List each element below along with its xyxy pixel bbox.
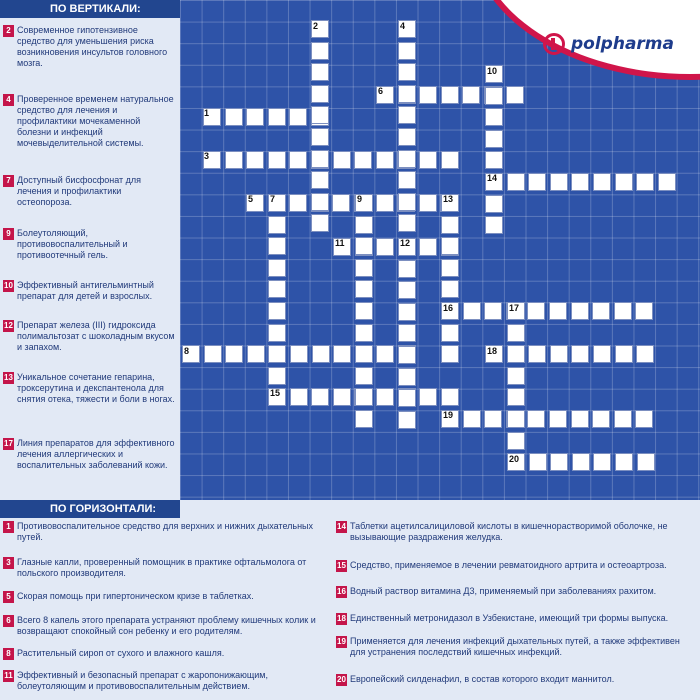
grid-number-15: 15 <box>270 388 281 398</box>
crossword-cell[interactable] <box>290 345 308 363</box>
crossword-cell[interactable] <box>528 345 546 363</box>
crossword-cell[interactable] <box>484 410 502 428</box>
crossword-cell[interactable] <box>398 150 416 168</box>
crossword-cell[interactable] <box>225 345 243 363</box>
brand-name: polpharma <box>571 34 674 54</box>
grid-number-7: 7 <box>270 194 276 204</box>
crossword-cell[interactable] <box>637 453 655 471</box>
crossword-cell[interactable] <box>311 388 329 406</box>
crossword-cell[interactable] <box>355 324 373 342</box>
crossword-cell[interactable] <box>549 302 567 320</box>
crossword-cell[interactable] <box>311 171 329 189</box>
crossword-cell[interactable] <box>268 151 286 169</box>
crossword-cell[interactable] <box>355 367 373 385</box>
grid-number-19: 19 <box>443 410 454 420</box>
crossword-cell[interactable] <box>419 151 437 169</box>
crossword-cell[interactable] <box>441 388 459 406</box>
grid-number-8: 8 <box>184 346 190 356</box>
crossword-cell[interactable] <box>635 410 653 428</box>
crossword-cell[interactable] <box>550 345 568 363</box>
grid-number-1: 1 <box>204 108 210 118</box>
crossword-cell[interactable] <box>355 259 373 277</box>
clue-vertical-4: 4 Проверенное временем натуральное средство для лечения и профилактики мочекаменной болезни и инфекций мочевыделительной системы. <box>3 94 175 149</box>
crossword-cell[interactable] <box>398 389 416 407</box>
crossword-cell[interactable] <box>484 302 502 320</box>
crossword-cell[interactable] <box>419 238 437 256</box>
crossword-cell[interactable] <box>311 85 329 103</box>
crossword-cell[interactable] <box>398 303 416 321</box>
crossword-cell[interactable] <box>527 410 545 428</box>
crossword-cell[interactable] <box>528 173 546 191</box>
crossword-cell[interactable] <box>398 260 416 278</box>
crossword-cell[interactable] <box>593 173 611 191</box>
crossword-cell[interactable] <box>419 388 437 406</box>
clue-vertical-9: 9 Болеутоляющий, противовоспалительный и противоотечный гель. <box>3 228 175 261</box>
crossword-cell[interactable] <box>658 173 676 191</box>
grid-number-2: 2 <box>313 21 319 31</box>
clue-vertical-13: 13 Уникальное сочетание гепарина, троксерутина и декспантенола для снятия отека, тяжести и боли в ногах. <box>4 372 175 404</box>
crossword-cell[interactable] <box>311 193 329 211</box>
crossword-cell[interactable] <box>398 411 416 429</box>
crossword-cell[interactable] <box>354 151 372 169</box>
crossword-cell[interactable] <box>268 280 286 298</box>
crossword-cell[interactable] <box>268 259 286 277</box>
crossword-cell[interactable] <box>529 453 547 471</box>
crossword-cell[interactable] <box>398 171 416 189</box>
brand-logo <box>543 33 674 55</box>
crossword-cell[interactable] <box>355 216 373 234</box>
crossword-cell[interactable] <box>268 237 286 255</box>
crossword-cell[interactable] <box>311 128 329 146</box>
crossword-cell[interactable] <box>463 302 481 320</box>
crossword-cell[interactable] <box>376 345 394 363</box>
grid-number-20: 20 <box>509 454 520 464</box>
clue-horizontal-5: 5 Скорая помощь при гипертоническом кризе в таблетках. <box>3 591 323 603</box>
crossword-cell[interactable] <box>636 173 654 191</box>
crossword-cell[interactable] <box>246 108 264 126</box>
clue-horizontal-18: 18 Единственный метронидазол в Узбекистане, имеющий три формы выпуска. <box>337 613 669 623</box>
crossword-cell[interactable] <box>507 410 525 428</box>
clue-horizontal-19: 19 Применяется для лечения инфекций дыхательных путей, а также эффективен для устранения последствий кишечных инфекций. <box>337 636 680 657</box>
crossword-cell[interactable] <box>355 237 373 255</box>
crossword-cell[interactable] <box>398 193 416 211</box>
crossword-cell[interactable] <box>441 151 459 169</box>
crossword-cell[interactable] <box>419 86 437 104</box>
grid-number-13: 13 <box>443 194 454 204</box>
crossword-cell[interactable] <box>441 237 459 255</box>
vertical-header: ПО ВЕРТИКАЛИ: <box>0 0 180 18</box>
crossword-cell[interactable] <box>398 324 416 342</box>
vertical-clues-panel <box>0 0 180 500</box>
crossword-cell[interactable] <box>268 345 286 363</box>
crossword-cell[interactable] <box>289 108 307 126</box>
grid-number-3: 3 <box>204 151 210 161</box>
crossword-cell[interactable] <box>592 302 610 320</box>
crossword-cell[interactable] <box>311 150 329 168</box>
crossword-cell[interactable] <box>419 194 437 212</box>
crossword-cell[interactable] <box>441 345 459 363</box>
clue-vertical-7: 7 Доступный бисфосфонат для лечения и профилактики остеопороза. <box>3 175 175 208</box>
crossword-cell[interactable] <box>376 238 394 256</box>
clue-vertical-2: 2 Современное гипотензивное средство для уменьшения риска возникновения инсультов головного мозга. <box>3 25 175 69</box>
grid-number-16: 16 <box>443 303 454 313</box>
clue-vertical-12: 12 Препарат железа (III) гидроксида полимальтозат с шоколадным вкусом и запахом. <box>4 320 175 352</box>
polpharma-logo-icon <box>543 33 565 55</box>
crossword-cell[interactable] <box>311 42 329 60</box>
crossword-cell[interactable] <box>311 63 329 81</box>
crossword-cell[interactable] <box>268 302 286 320</box>
crossword-cell[interactable] <box>527 302 545 320</box>
crossword-cell[interactable] <box>225 108 243 126</box>
crossword-cell[interactable] <box>290 388 308 406</box>
clue-horizontal-15: 15 Средство, применяемое в лечении ревматоидного артрита и остеоартроза. <box>337 560 667 570</box>
crossword-cell[interactable] <box>355 410 373 428</box>
grid-number-12: 12 <box>400 238 411 248</box>
crossword-cell[interactable] <box>398 281 416 299</box>
grid-number-11: 11 <box>335 238 345 248</box>
crossword-cell[interactable] <box>225 151 243 169</box>
clue-vertical-17: 17 Линия препаратов для эффективного лечения аллергических и воспалительных заболеваний кожи. <box>4 438 175 470</box>
crossword-cell[interactable] <box>311 214 329 232</box>
clue-horizontal-14: 14 Таблетки ацетилсалициловой кислоты в кишечнорастворимой оболочке, не вызывающие раздражения желудка. <box>337 521 668 542</box>
crossword-cell[interactable] <box>398 63 416 81</box>
grid-number-4: 4 <box>400 21 406 31</box>
crossword-cell[interactable] <box>355 302 373 320</box>
crossword-cell[interactable] <box>615 453 633 471</box>
crossword-cell[interactable] <box>204 345 222 363</box>
crossword-cell[interactable] <box>636 345 654 363</box>
clue-horizontal-16: 16 Водный раствор витамина Д3, применяемый при заболеваниях рахитом. <box>337 586 657 596</box>
crossword-cell[interactable] <box>463 410 481 428</box>
crossword-cell[interactable] <box>615 173 633 191</box>
crossword-cell[interactable] <box>550 453 568 471</box>
crossword-cell[interactable] <box>268 324 286 342</box>
crossword-cell[interactable] <box>615 345 633 363</box>
crossword-cell[interactable] <box>268 108 286 126</box>
crossword-cell[interactable] <box>549 410 567 428</box>
horizontal-clues-panel <box>0 500 700 700</box>
crossword-cell[interactable] <box>572 453 590 471</box>
clue-vertical-10: 10 Эффективный антигельминтный препарат для детей и взрослых. <box>4 280 154 301</box>
crossword-cell[interactable] <box>592 410 610 428</box>
crossword-cell[interactable] <box>398 214 416 232</box>
crossword-cell[interactable] <box>289 151 307 169</box>
crossword-cell[interactable] <box>289 194 307 212</box>
crossword-cell[interactable] <box>398 85 416 103</box>
crossword-cell[interactable] <box>485 130 503 148</box>
crossword-cell[interactable] <box>507 432 525 450</box>
crossword-cell[interactable] <box>355 388 373 406</box>
horizontal-header: ПО ГОРИЗОНТАЛИ: <box>0 500 180 518</box>
crossword-cell[interactable] <box>462 86 480 104</box>
crossword-cell[interactable] <box>312 345 330 363</box>
crossword-cell[interactable] <box>441 86 459 104</box>
crossword-cell[interactable] <box>333 151 351 169</box>
crossword-cell[interactable] <box>507 388 525 406</box>
crossword-cell[interactable] <box>333 345 351 363</box>
crossword-cell[interactable] <box>247 345 265 363</box>
crossword-cell[interactable] <box>507 367 525 385</box>
crossword-cell[interactable] <box>571 410 589 428</box>
crossword-cell[interactable] <box>355 345 373 363</box>
crossword-cell[interactable] <box>376 388 394 406</box>
crossword-cell[interactable] <box>441 216 459 234</box>
crossword-cell[interactable] <box>441 324 459 342</box>
crossword-cell[interactable] <box>571 302 589 320</box>
grid-number-5: 5 <box>248 194 254 204</box>
crossword-cell[interactable] <box>398 368 416 386</box>
clue-horizontal-11: 11 Эффективный и безопасный препарат с жаропонижающим, болеутоляющим и противовоспалительным действием. <box>4 670 268 691</box>
crossword-cell[interactable] <box>376 194 394 212</box>
crossword-cell[interactable] <box>268 216 286 234</box>
clue-horizontal-8: 8 Растительный сироп от сухого и влажного кашля. <box>3 648 323 660</box>
clue-horizontal-6: 6 Всего 8 капель этого препарата устраняют проблему кишечных колик и возвращают спокойный сон ребенку и его родителям. <box>3 615 323 637</box>
crossword-cell[interactable] <box>571 173 589 191</box>
crossword-cell[interactable] <box>268 367 286 385</box>
crossword-cell[interactable] <box>376 151 394 169</box>
crossword-cell[interactable] <box>398 346 416 364</box>
crossword-cell[interactable] <box>507 173 525 191</box>
crossword-cell[interactable] <box>571 345 589 363</box>
crossword-cell[interactable] <box>485 87 503 105</box>
crossword-cell[interactable] <box>485 195 503 213</box>
crossword-cell[interactable] <box>485 108 503 126</box>
crossword-cell[interactable] <box>507 324 525 342</box>
crossword-cell[interactable] <box>485 151 503 169</box>
crossword-cell[interactable] <box>398 128 416 146</box>
crossword-cell[interactable] <box>593 345 611 363</box>
clue-horizontal-3: 3 Глазные капли, проверенный помощник в практике офтальмолога от польского производителя. <box>3 557 323 579</box>
crossword-cell[interactable] <box>507 345 525 363</box>
grid-number-10: 10 <box>487 66 498 76</box>
crossword-cell[interactable] <box>398 106 416 124</box>
crossword-cell[interactable] <box>332 194 350 212</box>
grid-number-18: 18 <box>487 346 498 356</box>
grid-number-9: 9 <box>357 194 363 204</box>
crossword-cell[interactable] <box>635 302 653 320</box>
crossword-cell[interactable] <box>355 280 373 298</box>
crossword-cell[interactable] <box>441 280 459 298</box>
crossword-cell[interactable] <box>614 302 632 320</box>
crossword-cell[interactable] <box>593 453 611 471</box>
crossword-cell[interactable] <box>246 151 264 169</box>
grid-number-6: 6 <box>378 86 384 96</box>
crossword-cell[interactable] <box>333 388 351 406</box>
clue-horizontal-1: 1 Противовоспалительное средство для верхних и нижних дыхательных путей. <box>3 521 323 543</box>
crossword-cell[interactable] <box>485 216 503 234</box>
crossword-cell[interactable] <box>506 86 524 104</box>
crossword-cell[interactable] <box>398 42 416 60</box>
grid-number-17: 17 <box>509 303 520 313</box>
crossword-cell[interactable] <box>311 106 329 124</box>
clue-horizontal-20: 20 Европейский силденафил, в состав которого входит маннитол. <box>337 674 615 684</box>
crossword-cell[interactable] <box>614 410 632 428</box>
crossword-cell[interactable] <box>441 259 459 277</box>
crossword-cell[interactable] <box>550 173 568 191</box>
grid-number-14: 14 <box>487 173 498 183</box>
